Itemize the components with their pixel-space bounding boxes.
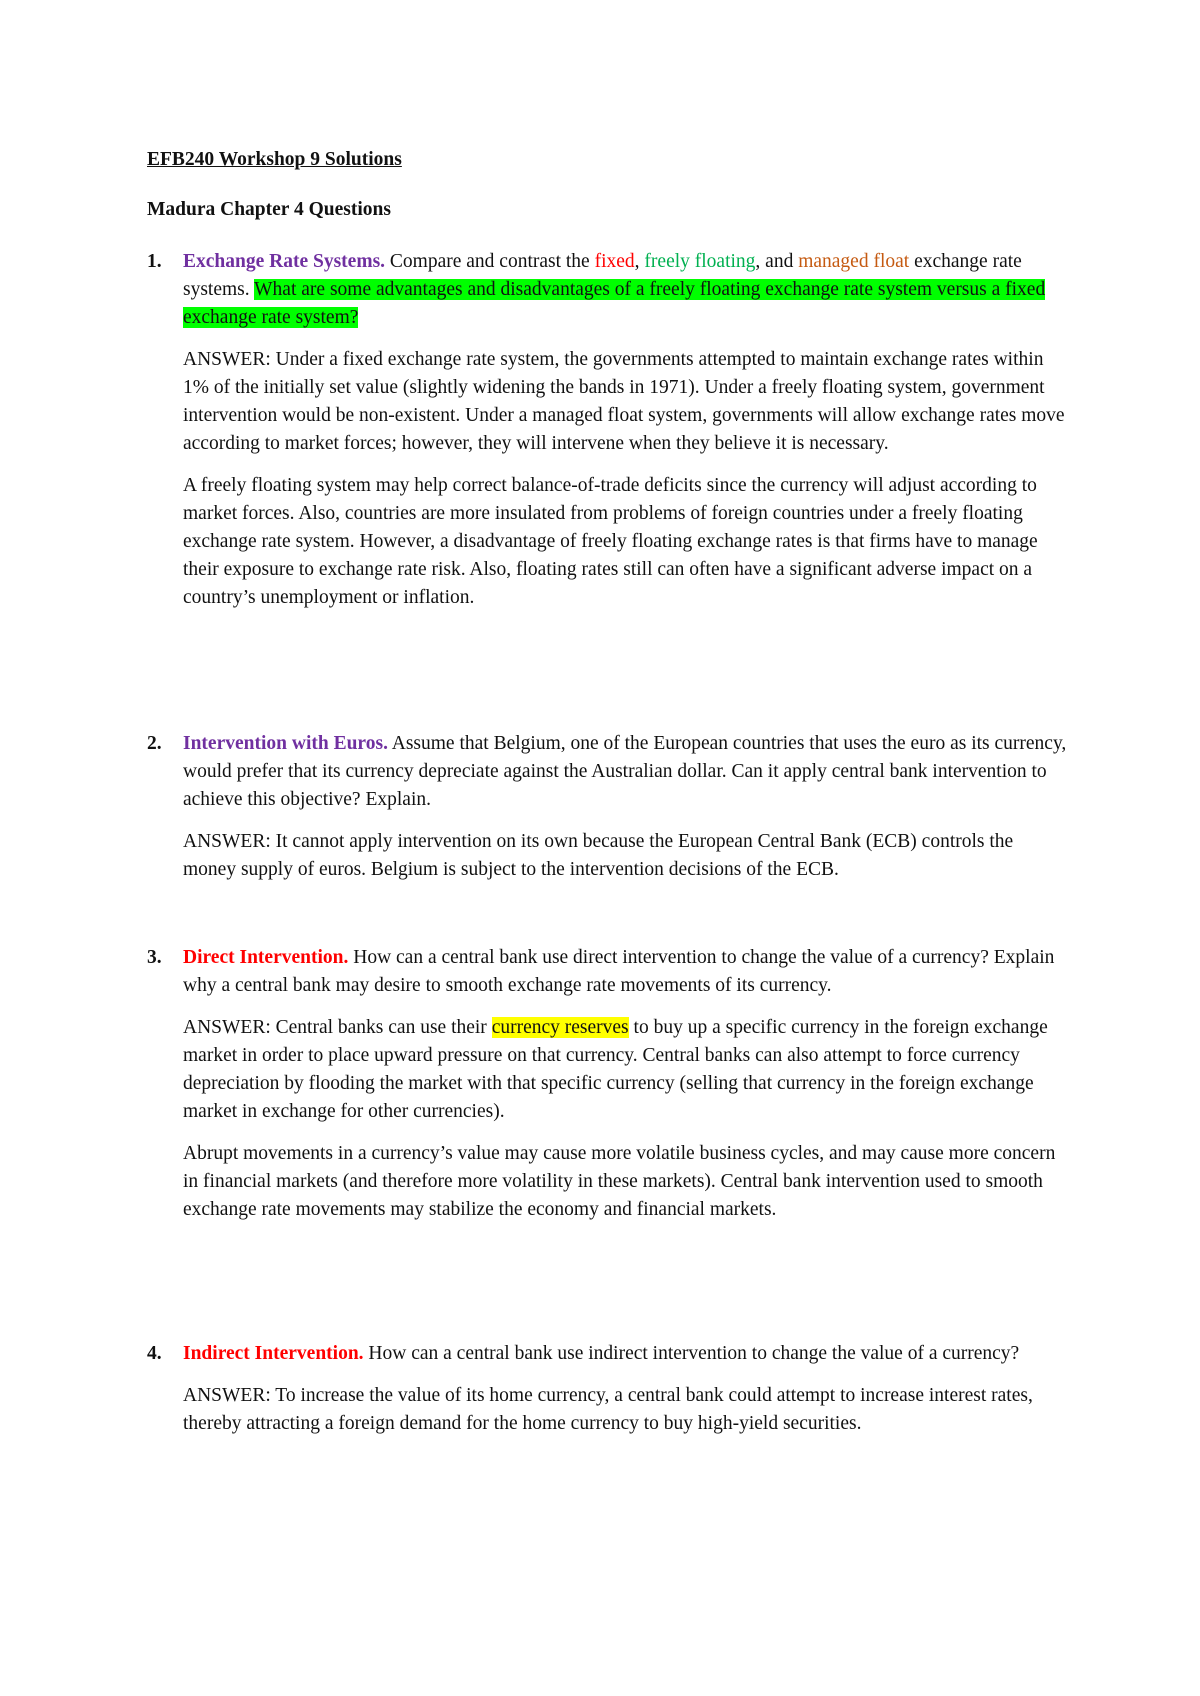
question-text-part: exchange rate systems. [183, 251, 1022, 300]
answer-text-part: to buy up a specific currency in the foreign exchange market in order to place upward pressure on that currency. Central banks can also attempt to force currency depreciation by flooding the market with that specific currency (selling that currency in the foreign exchange market in exchange for other currencies). [183, 1017, 1048, 1122]
question-topic: Direct Intervention. [183, 947, 349, 968]
document-title: EFB240 Workshop 9 Solutions [147, 149, 402, 170]
answer-paragraph: ANSWER: To increase the value of its home currency, a central bank could attempt to increase interest rates, thereby attracting a foreign demand for the home currency to buy high-yield securities. [183, 1385, 1033, 1434]
answer-text-part: ANSWER: Central banks can use their [183, 1017, 492, 1038]
highlighted-question: What are some advantages and disadvantages of a freely floating exchange rate system versus a fixed exchange rate system? [183, 279, 1046, 328]
question-number: 1. [147, 251, 162, 272]
answer-paragraph: A freely floating system may help correct balance-of-trade deficits since the currency will adjust according to market forces. Also, countries are more insulated from problems of foreign countries under a freely floating exchange rate system. However, a disadvantage of freely floating exchange rates is that firms have to manage their exposure to exchange rate risk. Also, floating rates still can often have a significant adverse impact on a country’s unemployment or inflation. [183, 475, 1038, 608]
question-text-part: Assume that Belgium, one of the European countries that uses the euro as its currency, would prefer that its currency depreciate against the Australian dollar. Can it apply central bank intervention to achieve this objective? Explain. [183, 733, 1067, 810]
highlighted-term: currency reserves [491, 1017, 629, 1038]
answer-paragraph: Abrupt movements in a currency’s value may cause more volatile business cycles, and may cause more concern in financial markets (and therefore more volatility in these markets). Central bank intervention used to smooth exchange rate movements may stabilize the economy and financial markets. [183, 1143, 1056, 1220]
question-number: 3. [147, 947, 162, 968]
question-number: 2. [147, 733, 162, 754]
question-body [183, 1340, 1067, 1438]
separator: , [634, 251, 645, 272]
question-topic: Exchange Rate Systems. [183, 251, 386, 272]
term-managed-float: managed float [798, 251, 910, 272]
term-freely-floating: freely floating [644, 251, 756, 272]
question-text [183, 1340, 1067, 1368]
separator: , and [755, 251, 799, 272]
question-text-part: How can a central bank use direct intervention to change the value of a currency? Explain why a central bank may desire to smooth exchange rate movements of its currency. [183, 947, 1055, 996]
question-body [183, 248, 1067, 612]
answer-paragraph: ANSWER: It cannot apply intervention on its own because the European Central Bank (ECB) controls the money supply of euros. Belgium is subject to the intervention decisions of the ECB. [183, 831, 1014, 880]
question-text [183, 730, 1067, 814]
question-number: 4. [147, 1343, 162, 1364]
question-topic: Indirect Intervention. [183, 1343, 364, 1364]
question-topic: Intervention with Euros. [183, 733, 388, 754]
question-text [183, 248, 1067, 332]
section-heading: Madura Chapter 4 Questions [147, 199, 391, 220]
question-body [183, 944, 1067, 1224]
question-text [183, 944, 1067, 1000]
question-text-part: How can a central bank use indirect intervention to change the value of a currency? [363, 1343, 1020, 1364]
question-body [183, 730, 1067, 884]
term-fixed: fixed [594, 251, 635, 272]
answer-paragraph [183, 1014, 1067, 1126]
question-text-part: Compare and contrast the [385, 251, 595, 272]
answer-paragraph: ANSWER: Under a fixed exchange rate system, the governments attempted to maintain exchange rates within 1% of the initially set value (slightly widening the bands in 1971). Under a freely floating system, government intervention would be non-existent. Under a managed float system, governments will allow exchange rates move according to market forces; however, they will intervene when they believe it is necessary. [183, 349, 1065, 454]
